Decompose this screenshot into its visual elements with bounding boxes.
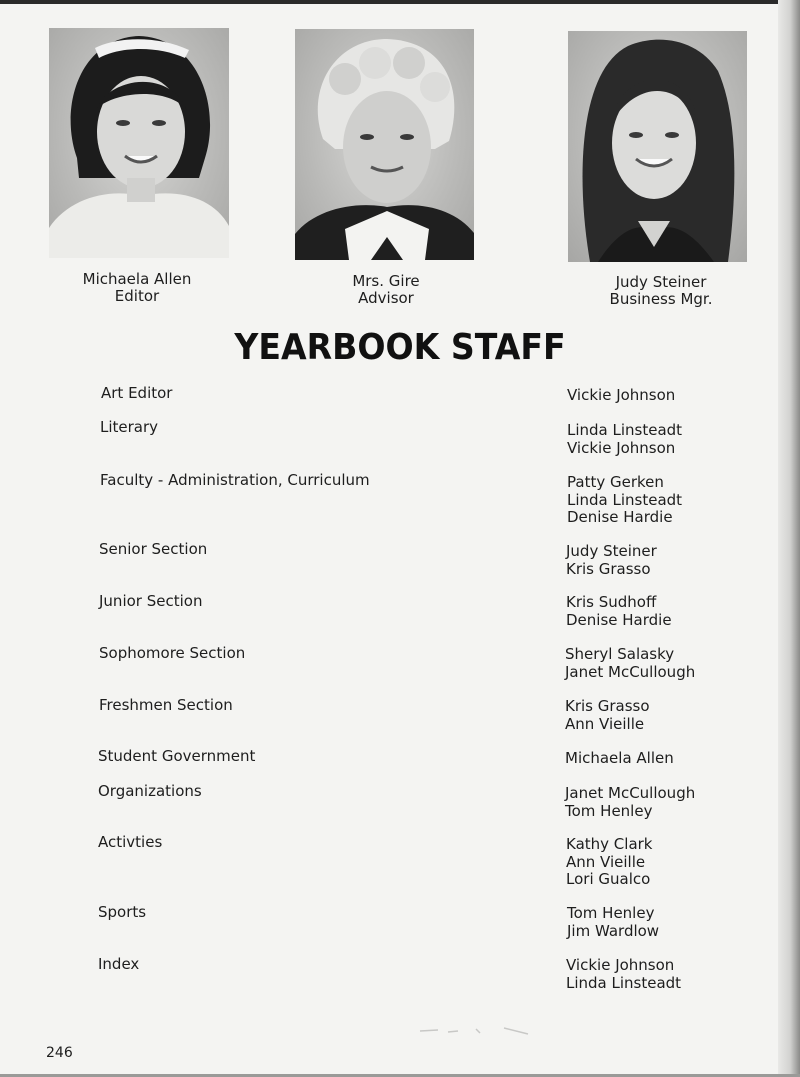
staff-name: Jim Wardlow [567,921,660,940]
staff-names [566,543,657,578]
staff-name: Linda Linsteadt [567,421,683,439]
staff-names [565,785,695,820]
staff-role: Student Government [98,747,256,765]
staff-names [567,905,659,940]
staff-role: Activties [98,833,163,851]
staff-role: Faculty - Administration, Curriculum [100,471,370,489]
portrait-name: Mrs. Gire [352,272,420,290]
staff-name: Tom Henley [567,904,655,922]
staff-name: Patty Gerken [567,473,664,491]
staff-name: Linda Linsteadt [566,973,682,992]
staff-name: Lori Gualco [566,870,651,888]
staff-names [567,387,675,405]
portrait-caption-advisor [315,273,457,307]
staff-role: Art Editor [101,384,173,402]
portrait-title: Editor [114,287,160,305]
portrait-title: Advisor [358,289,414,307]
staff-names [567,474,682,527]
portrait-title: Business Mgr. [609,290,713,308]
print-smudge [418,1025,538,1037]
staff-names [565,698,650,733]
page-number: 246 [46,1045,73,1061]
portrait-photo-editor [49,28,229,258]
staff-name: Vickie Johnson [566,956,675,974]
staff-name: Denise Hardie [567,508,673,526]
staff-role: Index [98,955,140,973]
page-top-edge [0,0,800,4]
portrait-caption-editor [66,271,208,305]
staff-name: Judy Steiner [566,542,657,560]
staff-name: Kathy Clark [566,835,653,853]
staff-role: Freshmen Section [99,696,233,714]
staff-name: Tom Henley [565,801,653,820]
portrait-photo-advisor [295,29,474,260]
staff-role: Literary [100,418,159,436]
page-title: YEARBOOK STAFF [234,327,566,368]
portrait-caption-business-manager [585,274,737,308]
staff-names [565,750,674,768]
portrait-photo-business-manager [568,31,747,262]
portrait-name: Judy Steiner [615,273,707,291]
portrait-name: Michaela Allen [82,270,192,288]
staff-name: Linda Linsteadt [567,490,683,509]
staff-names [566,957,681,992]
staff-name: Vickie Johnson [567,386,676,404]
staff-role: Sports [98,903,147,921]
staff-name: Kris Sudhoff [566,593,657,611]
staff-name: Kris Grasso [566,559,651,578]
staff-name: Ann Vieille [565,714,645,733]
staff-name: Vickie Johnson [567,438,676,457]
staff-name: Sheryl Salasky [565,645,675,663]
staff-names [567,422,682,457]
staff-name: Janet McCullough [565,784,696,802]
staff-names [566,594,672,629]
staff-name: Michaela Allen [565,749,674,767]
staff-role: Sophomore Section [99,644,246,662]
page-binding-shadow [778,0,800,1077]
staff-names [566,836,652,889]
staff-role: Organizations [98,782,202,800]
staff-name: Janet McCullough [565,662,696,681]
staff-names [565,646,695,681]
staff-name: Kris Grasso [565,697,650,715]
staff-name: Denise Hardie [566,610,672,629]
staff-name: Ann Vieille [566,852,646,871]
staff-role: Senior Section [99,540,208,558]
staff-role: Junior Section [99,592,203,610]
